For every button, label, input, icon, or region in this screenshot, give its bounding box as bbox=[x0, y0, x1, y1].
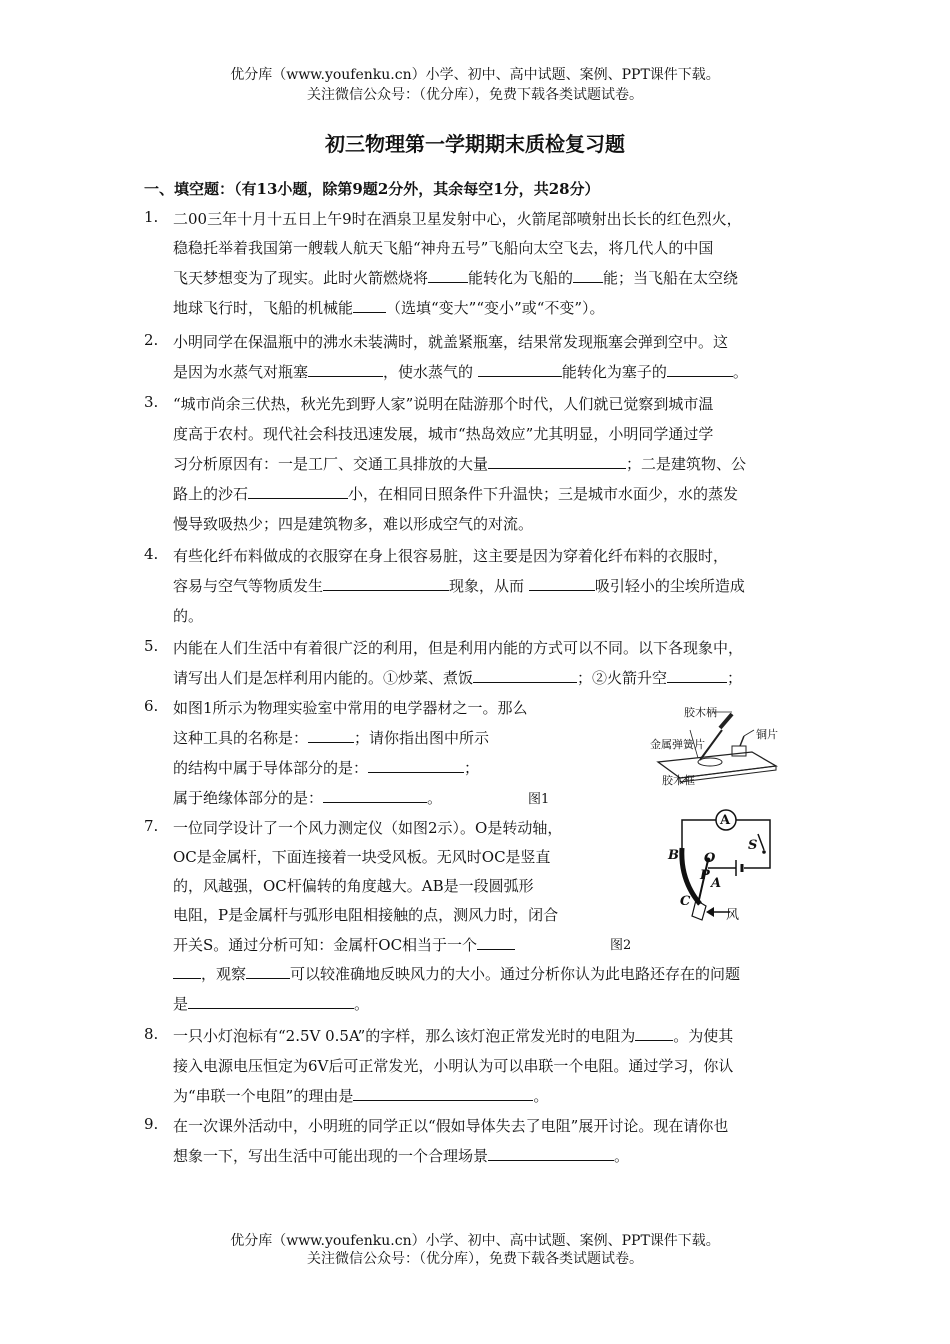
q8-line: 一只小灯泡标有“2.5V 0.5A”的字样，那么该灯泡正常发光时的电阻为 。为使其 bbox=[173, 1027, 734, 1045]
q3-line: 度高于农村。现代社会科技迅速发展，城市“热岛效应”尤其明显，小明同学通过学 bbox=[173, 425, 714, 443]
question-number: 2. bbox=[144, 331, 159, 349]
blank[interactable] bbox=[323, 576, 449, 591]
fig1-label-handle: 胶木柄 bbox=[684, 706, 717, 719]
blank[interactable] bbox=[246, 964, 290, 979]
blank[interactable] bbox=[428, 268, 468, 283]
blank[interactable] bbox=[667, 668, 727, 683]
blank[interactable] bbox=[529, 576, 595, 591]
q6-line: 这种工具的名称是： ；请你指出图中所示 bbox=[173, 729, 490, 747]
blank[interactable] bbox=[308, 728, 354, 743]
fig2-label-P: P bbox=[700, 868, 710, 883]
blank[interactable] bbox=[353, 1086, 533, 1101]
blank[interactable] bbox=[488, 454, 626, 469]
footer-line-2: 关注微信公众号：（优分库），免费下载各类试题试卷。 bbox=[307, 1251, 643, 1267]
header-line-2: 关注微信公众号：（优分库），免费下载各类试题试卷。 bbox=[307, 87, 643, 103]
question-number: 9. bbox=[144, 1115, 159, 1133]
question-number: 5. bbox=[144, 637, 159, 655]
page-title: 初三物理第一学期期末质检复习题 bbox=[325, 132, 625, 156]
fig2-label-B: B bbox=[668, 848, 679, 863]
q7-line: ，观察 可以较准确地反映风力的大小。通过分析你认为此电路还存在的问题 bbox=[173, 963, 740, 984]
q4-line: 的。 bbox=[173, 607, 204, 625]
question-number: 8. bbox=[144, 1025, 159, 1043]
blank[interactable] bbox=[573, 268, 603, 283]
blank[interactable] bbox=[473, 668, 577, 683]
q3-line: 慢导致吸热少；四是建筑物多，难以形成空气的对流。 bbox=[173, 515, 534, 533]
q7-line: 的，风越强，OC杆偏转的角度越大。AB是一段圆弧形 bbox=[173, 877, 534, 895]
header-line-1: 优分库（www.youfenku.cn）小学、初中、高中试题、案例、PPT课件下载。 bbox=[230, 67, 720, 83]
question-number: 3. bbox=[144, 393, 159, 411]
q8-line: 为“串联一个电阻”的理由是 。 bbox=[173, 1087, 549, 1105]
figure-2-caption: 图2 bbox=[610, 938, 632, 953]
q9-line: 在一次课外活动中，小明班的同学正以“假如导体失去了电阻”展开讨论。现在请你也 bbox=[173, 1117, 729, 1135]
blank[interactable] bbox=[188, 994, 354, 1009]
q7-line: 一位同学设计了一个风力测定仪（如图2示）。O是转动轴， bbox=[173, 819, 563, 837]
q4-line: 有些化纤布料做成的衣服穿在身上很容易脏，这主要是因为穿着化纤布料的衣服时， bbox=[173, 547, 729, 565]
q1-line: 稳稳托举着我国第一艘载人航天飞船“神舟五号”飞船向太空飞去，将几代人的中国 bbox=[173, 239, 714, 257]
q7-line: 是 。 bbox=[173, 995, 370, 1013]
blank[interactable] bbox=[635, 1026, 673, 1041]
q5-line: 请写出人们是怎样利用内能的。①炒菜、煮饭 ；②火箭升空 ； bbox=[173, 669, 743, 687]
fig1-label-spring: 金属弹簧片 bbox=[650, 738, 705, 751]
section-heading: 一、填空题：（有13小题，除第9题2分外，其余每空1分，共28分） bbox=[144, 180, 600, 198]
q2-line: 是因为水蒸气对瓶塞 ，使水蒸气的 能转化为塞子的 。 bbox=[173, 363, 748, 381]
q2-line: 小明同学在保温瓶中的沸水未装满时，就盖紧瓶塞，结果常发现瓶塞会弹到空中。这 bbox=[173, 333, 729, 351]
fig2-label-O: O bbox=[704, 851, 716, 866]
q7-line: OC是金属杆，下面连接着一块受风板。无风时OC是竖直 bbox=[173, 848, 551, 866]
blank[interactable] bbox=[488, 1146, 614, 1161]
question-number: 6. bbox=[144, 697, 159, 715]
fig1-label-frame: 胶木框 bbox=[662, 774, 695, 787]
q4-line: 容易与空气等物质发生 现象，从而 吸引轻小的尘埃所造成 bbox=[173, 577, 745, 595]
blank[interactable] bbox=[308, 362, 383, 377]
blank[interactable] bbox=[368, 758, 464, 773]
q3-line: “城市尚余三伏热，秋光先到野人家”说明在陆游那个时代，人们就已觉察到城市温 bbox=[173, 395, 714, 413]
figure-1-caption: 图1 bbox=[528, 792, 550, 807]
q1-line: 地球飞行时，飞船的机械能 （选填“变大”“变小”或“不变”）。 bbox=[173, 299, 605, 317]
blank[interactable] bbox=[248, 484, 348, 499]
question-number: 1. bbox=[144, 208, 159, 226]
q1-line: 二00三年十月十五日上午9时在酒泉卫星发射中心，火箭尾部喷射出长长的红色烈火， bbox=[173, 210, 742, 228]
q5-line: 内能在人们生活中有着很广泛的利用，但是利用内能的方式可以不同。以下各现象中， bbox=[173, 639, 744, 657]
blank[interactable] bbox=[477, 935, 515, 950]
question-number: 7. bbox=[144, 817, 159, 835]
blank[interactable] bbox=[353, 298, 386, 313]
blank[interactable] bbox=[478, 362, 562, 377]
footer-line-1: 优分库（www.youfenku.cn）小学、初中、高中试题、案例、PPT课件下载。 bbox=[230, 1233, 720, 1249]
fig2-label-wind: 风 bbox=[726, 908, 740, 923]
q6-line: 属于绝缘体部分的是： 。 bbox=[173, 789, 443, 807]
q3-line: 路上的沙石 小，在相同日照条件下升温快；三是城市水面少，水的蒸发 bbox=[173, 485, 739, 503]
fig1-label-copper: 铜片 bbox=[756, 728, 778, 741]
blank[interactable] bbox=[173, 964, 201, 979]
q1-line: 飞天梦想变为了现实。此时火箭燃烧将 能转化为飞船的 能；当飞船在太空绕 bbox=[173, 269, 739, 287]
fig2-label-S: S bbox=[748, 838, 758, 853]
question-number: 4. bbox=[144, 545, 159, 563]
fig2-label-A-arc: A bbox=[711, 876, 722, 891]
fig2-label-A: A bbox=[720, 813, 731, 828]
blank[interactable] bbox=[323, 788, 427, 803]
blank[interactable] bbox=[667, 362, 733, 377]
q8-line: 接入电源电压恒定为6V后可正常发光，小明认为可以串联一个电阻。通过学习，你认 bbox=[173, 1057, 734, 1075]
q9-line: 想象一下，写出生活中可能出现的一个合理场景 。 bbox=[173, 1147, 630, 1165]
q7-line: 开关S。通过分析可知：金属杆OC相当于一个 bbox=[173, 934, 515, 955]
q6-line: 如图1所示为物理实验室中常用的电学器材之一。那么 bbox=[173, 699, 528, 717]
q6-line: 的结构中属于导体部分的是： ； bbox=[173, 759, 480, 777]
q7-line: 电阻，P是金属杆与弧形电阻相接触的点，测风力时，闭合 bbox=[173, 906, 559, 924]
q3-line: 习分析原因有：一是工厂、交通工具排放的大量 ；二是建筑物、公 bbox=[173, 455, 747, 473]
fig2-label-C: C bbox=[680, 894, 691, 909]
